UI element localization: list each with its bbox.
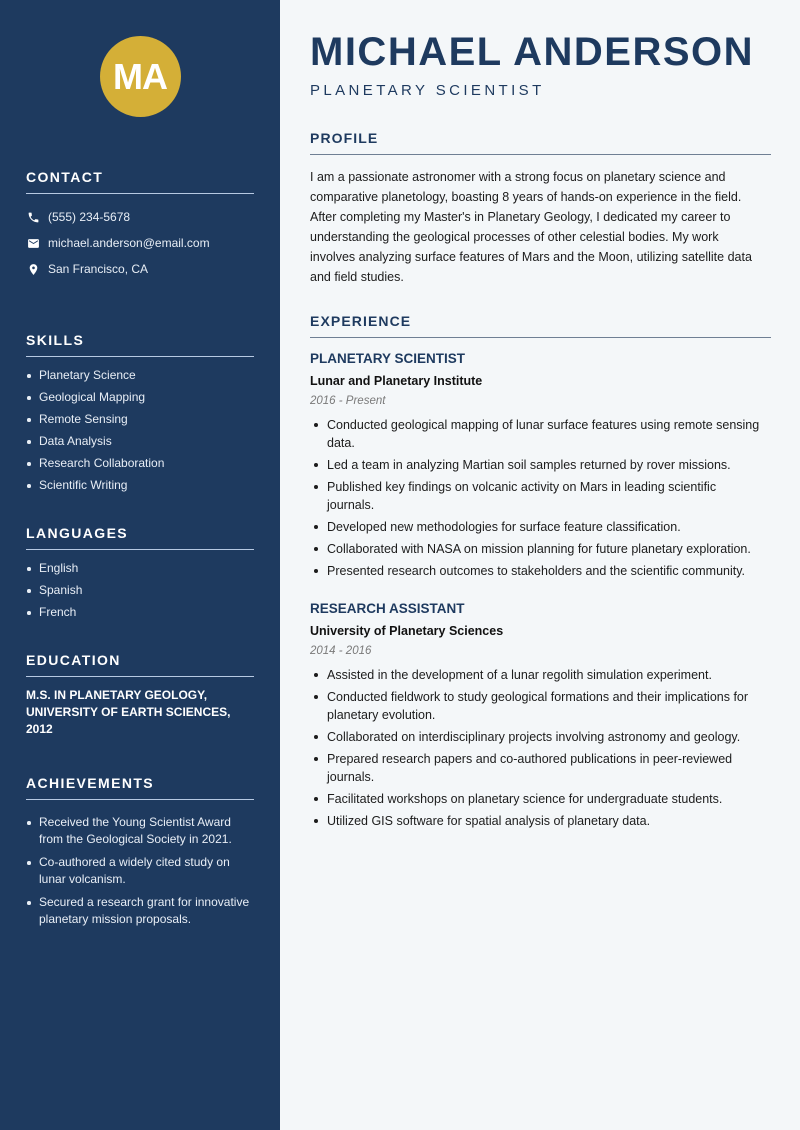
skill-item: Remote Sensing: [26, 411, 254, 428]
contact-location-text: San Francisco, CA: [48, 262, 149, 276]
skill-item: Planetary Science: [26, 367, 254, 384]
contact-list: [26, 204, 254, 282]
skill-item: Research Collaboration: [26, 455, 254, 472]
job-entry: [310, 600, 771, 830]
job-bullet: Utilized GIS software for spatial analysis of planetary data.: [310, 812, 771, 830]
skill-item: Data Analysis: [26, 433, 254, 450]
job-company: University of Planetary Sciences: [310, 624, 504, 638]
contact-section: [26, 169, 254, 282]
education-section: [26, 652, 254, 738]
job-bullet: Collaborated on interdisciplinary projects involving astronomy and geology.: [310, 728, 771, 746]
email-icon: [26, 236, 40, 250]
sidebar: [0, 0, 280, 1130]
contact-email: [26, 230, 254, 256]
contact-heading: CONTACT: [26, 169, 254, 194]
location-pin-icon: [26, 262, 40, 276]
job-company: Lunar and Planetary Institute: [310, 374, 483, 388]
job-bullet: Presented research outcomes to stakeholders and the scientific community.: [310, 562, 771, 580]
job-entry: [310, 350, 771, 580]
candidate-name: MICHAEL ANDERSON: [310, 30, 755, 74]
job-dates: 2014 - 2016: [310, 645, 372, 657]
profile-heading: PROFILE: [310, 130, 771, 155]
job-bullet: Conducted geological mapping of lunar surface features using remote sensing data.: [310, 416, 771, 452]
contact-phone-text[interactable]: (555) 234-5678: [48, 210, 131, 224]
achievements-list: [26, 814, 254, 928]
candidate-title: PLANETARY SCIENTIST: [310, 82, 545, 99]
job-bullets: [310, 416, 771, 580]
phone-icon: [26, 210, 40, 224]
contact-email-text[interactable]: michael.anderson@email.com: [48, 236, 210, 250]
job-title: PLANETARY SCIENTIST: [310, 351, 466, 366]
job-bullet: Conducted fieldwork to study geological formations and their implications for planetary evolution.: [310, 688, 771, 724]
contact-phone: [26, 204, 254, 230]
job-bullet: Published key findings on volcanic activity on Mars in leading scientific journals.: [310, 478, 771, 514]
job-bullet: Assisted in the development of a lunar regolith simulation experiment.: [310, 666, 771, 684]
profile-text: I am a passionate astronomer with a strong focus on planetary science and comparative planetology, boasting 8 years of hands-on experience in the field. After completing my Master's in Planetary Geology, I dedicated my career to understanding the geological processes of other celestial bodies. My work involves analyzing surface features of Mars and the Moon, utilizing satellite data and field studies.: [310, 170, 752, 284]
resume-header: [310, 28, 771, 100]
job-title: RESEARCH ASSISTANT: [310, 601, 465, 616]
main-content: [280, 0, 800, 1130]
skills-section: [26, 332, 254, 494]
languages-section: [26, 525, 254, 621]
achievements-heading: ACHIEVEMENTS: [26, 775, 254, 800]
skills-heading: SKILLS: [26, 332, 254, 357]
languages-heading: LANGUAGES: [26, 525, 254, 550]
experience-section: [310, 313, 771, 830]
skills-list: [26, 367, 254, 494]
profile-section: [310, 130, 771, 287]
avatar: [100, 36, 181, 117]
education-heading: EDUCATION: [26, 652, 254, 677]
skill-item: Scientific Writing: [26, 477, 254, 494]
achievement-item: Co-authored a widely cited study on lunar volcanism.: [26, 854, 254, 888]
achievements-section: [26, 775, 254, 928]
job-bullet: Collaborated with NASA on mission planning for future planetary exploration.: [310, 540, 771, 558]
job-bullet: Prepared research papers and co-authored publications in peer-reviewed journals.: [310, 750, 771, 786]
language-item: English: [26, 560, 254, 577]
job-bullets: [310, 666, 771, 830]
achievement-item: Secured a research grant for innovative planetary mission proposals.: [26, 894, 254, 928]
experience-heading: EXPERIENCE: [310, 313, 771, 338]
contact-location: [26, 256, 254, 282]
job-bullet: Developed new methodologies for surface feature classification.: [310, 518, 771, 536]
job-bullet: Led a team in analyzing Martian soil samples returned by rover missions.: [310, 456, 771, 474]
education-entry: M.S. IN PLANETARY GEOLOGY, UNIVERSITY OF EARTH SCIENCES, 2012: [26, 688, 231, 736]
achievement-item: Received the Young Scientist Award from the Geological Society in 2021.: [26, 814, 254, 848]
job-bullet: Facilitated workshops on planetary science for undergraduate students.: [310, 790, 771, 808]
skill-item: Geological Mapping: [26, 389, 254, 406]
job-dates: 2016 - Present: [310, 395, 386, 407]
language-item: French: [26, 604, 254, 621]
languages-list: [26, 560, 254, 621]
avatar-initials: MA: [113, 55, 167, 97]
language-item: Spanish: [26, 582, 254, 599]
